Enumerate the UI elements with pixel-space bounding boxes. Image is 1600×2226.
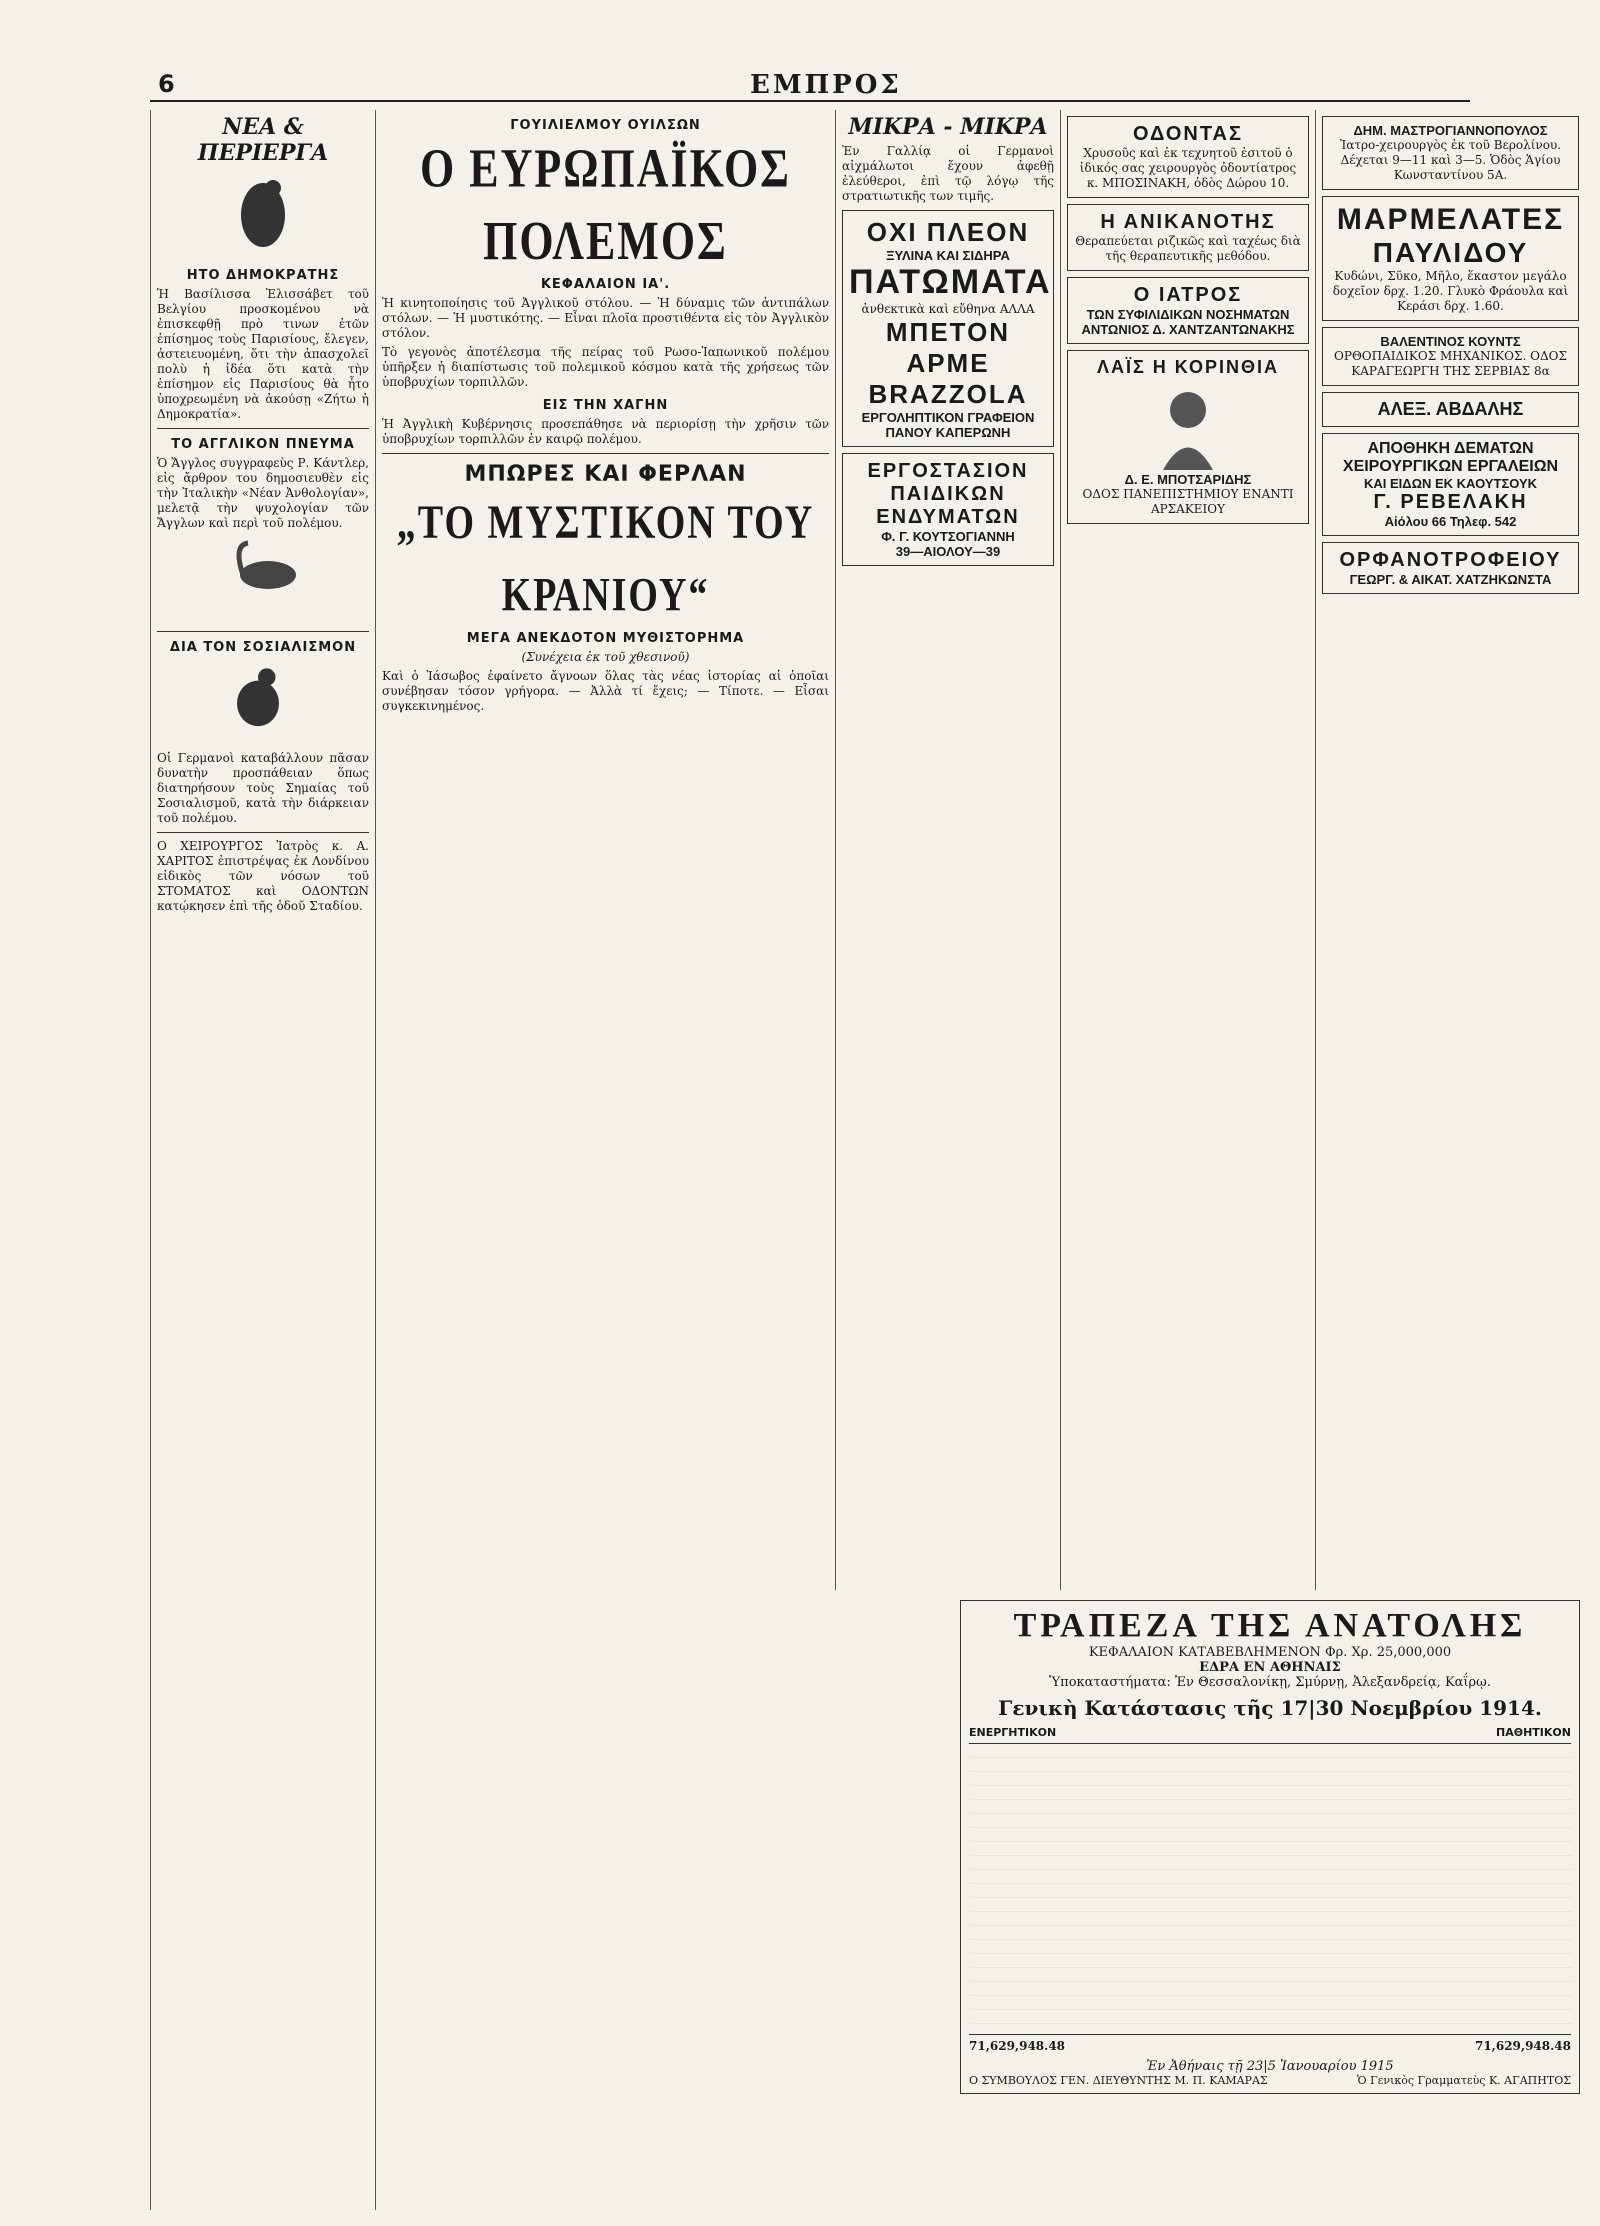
- ad-subheading: ΤΩΝ ΣΥΦΙΛΙΔΙΚΩΝ ΝΟΣΗΜΑΤΩΝ: [1086, 307, 1290, 322]
- serial-authors: ΜΠΩΡΕΣ ΚΑΙ ΦΕΡΛΑΝ: [464, 462, 747, 487]
- ad-name: Γ. ΡΕΒΕΛΑΚΗ: [1373, 491, 1528, 513]
- article-text: Ἡ Βασίλισσα Ἐλισσάβετ τοῦ Βελγίου προσκομένου νὰ ἐπισκεφθῇ πρὸ τινων ἐτῶν ἐπίσημος τοὺς Παρισίους, ἔλεγεν, ἀστειευομένη, ὅτι τὴν ἀπασχολεῖ πολὺ ἡ ἰδέα ὅτι κατὰ τὴν ἐπίσημον εἰς Παρισίους θὰ ἦτο ὑποχρεωμένη νὰ ἀκούσῃ «Ζήτω ἡ Δημοκρατία».: [157, 287, 369, 421]
- column-3: [835, 110, 1060, 1590]
- divider: [157, 428, 369, 429]
- liabilities-label: ΠΑΘΗΤΙΚΟΝ: [1496, 1726, 1571, 1739]
- bird-icon: [223, 170, 303, 260]
- divider: [157, 631, 369, 632]
- clothing-ad: [842, 453, 1054, 566]
- serial-subtitle: ΜΕΓΑ ΑΝΕΚΔΟΤΟΝ ΜΥΘΙΣΤΟΡΗΜΑ: [466, 631, 745, 646]
- ad-name: ΑΝΤΩΝΙΟΣ Δ. ΧΑΝΤΖΑΝΤΩΝΑΚΗΣ: [1081, 322, 1295, 337]
- assets-label: ΕΝΕΡΓΗΤΙΚΟΝ: [969, 1726, 1057, 1739]
- signatures: [969, 2074, 1571, 2087]
- ad-heading: Η ΑΝΙΚΑΝΟΤΗΣ: [1100, 211, 1276, 233]
- statement-header: [969, 1726, 1571, 1739]
- article-text: Τὸ γεγονὸς ἀποτέλεσμα τῆς πείρας τοῦ Ρωσο-Ἰαπωνικοῦ πολέμου ὑπῆρξεν ἡ διαπίστωσις τοῦ πολεμικοῦ κόσμου κατὰ τῆς χρήσεως τῶν ὑποβρυχίων τορπιλλῶν.: [382, 345, 829, 389]
- article-text: Ἡ Ἀγγλικὴ Κυβέρνησις προσεπάθησε νὰ περιορίσῃ τὴν χρῆσιν τῶν ὑποβρυχίων τορπιλλῶν ἐν καιρῷ πολέμου.: [382, 417, 829, 446]
- ad-name: Δ. Ε. ΜΠΟΤΣΑΡΙΔΗΣ: [1124, 472, 1252, 487]
- page-number: 6: [158, 70, 175, 98]
- divider: [382, 453, 829, 454]
- column-4: [1060, 110, 1315, 1590]
- serial-text: Καὶ ὁ Ἰάσωβος ἐφαίνετο ἄγνοων ὅλας τὰς νέας ἱστορίας αἱ ὁποῖαι συνέβησαν τόσον γρήγορα. — Ἀλλὰ τί ἔχεις; — Τίποτε. — Εἶσαι συγκεκινημένος.: [382, 669, 829, 713]
- ad-subheading: ΚΑΙ ΕΙΔΩΝ ΕΚ ΚΑΟΥΤΣΟΥΚ: [1363, 476, 1538, 491]
- section-title: ΗΤΟ ΔΗΜΟΚΡΑΤΗΣ: [186, 268, 340, 283]
- bank-capital: ΚΕΦΑΛΑΙΟΝ ΚΑΤΑΒΕΒΛΗΜΕΝΟΝ Φρ. Χρ. 25,000,000: [1088, 1645, 1452, 1660]
- total-assets: 71,629,948.48: [969, 2039, 1066, 2053]
- doctor-ad: [1322, 116, 1579, 190]
- dentist-ad: [1067, 116, 1309, 198]
- ad-heading: ΟΧΙ ΠΛΕΟΝ: [866, 217, 1030, 247]
- ad-address: Αἰόλου 66 Τηλεφ. 542: [1384, 514, 1517, 529]
- ad-heading: ΑΛΕΞ. ΑΒΔΑΛΗΣ: [1377, 399, 1524, 419]
- author: ΓΟΥΙΛΙΕΛΜΟΥ ΟΥΙΛΣΩΝ: [510, 118, 701, 133]
- divider: [157, 832, 369, 833]
- section-title: ΤΟ ΑΓΓΛΙΚΟΝ ΠΝΕΥΜΑ: [171, 437, 355, 452]
- ad-address: 39—ΑΙΟΛΟΥ—39: [895, 544, 1001, 559]
- ad-heading: ΜΑΡΜΕΛΑΤΕΣ: [1336, 203, 1565, 236]
- ad-subheading: ΓΕΩΡΓ. & ΑΙΚΑΤ. ΧΑΤΖΗΚΩΝΣΤΑ: [1349, 572, 1552, 587]
- statement-place-date: Ἐν Ἀθήναις τῇ 23|5 Ἰανουαρίου 1915: [1146, 2059, 1394, 2074]
- ad-heading: Ο ΙΑΤΡΟΣ: [1133, 284, 1243, 306]
- orphanage-ad: [1322, 542, 1579, 594]
- ad-heading: ΟΔΟΝΤΑΣ: [1132, 123, 1244, 145]
- ad-text: ἀνθεκτικὰ καὶ εὔθηνα ΑΛΛΑ: [861, 302, 1035, 316]
- marmalade-ad: [1322, 196, 1579, 321]
- ad-text: Ἰατρο-χειρουργὸς ἐκ τοῦ Βερολίνου. Δέχεται 9—11 καὶ 3—5. Ὁδὸς Ἁγίου Κωνσταντίνου 5Α.: [1339, 138, 1562, 182]
- ad-heading: ΠΑΥΛΙΔΟΥ: [1372, 237, 1529, 268]
- column-5: [1315, 110, 1585, 1590]
- serial-title: „ΤΟ ΜΥΣΤΙΚΟΝ ΤΟΥ ΚΡΑΝΙΟΥ“: [396, 496, 815, 622]
- statement-totals: [969, 2039, 1571, 2053]
- ad-heading: ΜΠΕΤΟΝ ΑΡΜΕ: [885, 317, 1011, 378]
- portrait-icon: [1148, 380, 1228, 470]
- bank-statement-date: Γενικὴ Κατάστασις τῆς 17|30 Νοεμβρίου 1914.: [998, 1696, 1542, 1720]
- ad-text: ΟΡΘΟΠΑΙΔΙΚΟΣ ΜΗΧΑΝΙΚΟΣ. ΟΔΟΣ ΚΑΡΑΓΕΩΡΓΗ ΤΗΣ ΣΕΡΒΙΑΣ 8α: [1334, 349, 1567, 378]
- chapter: ΚΕΦΑΛΑΙΟΝ ΙΑ'.: [540, 277, 671, 292]
- ad-heading: ΔΗΜ. ΜΑΣΤΡΟΓΙΑΝΝΟΠΟΥΛΟΣ: [1353, 123, 1548, 138]
- ad-text: ΟΔΟΣ ΠΑΝΕΠΙΣΤΗΜΙΟΥ ΕΝΑΝΤΙ ΑΡΣΑΚΕΙΟΥ: [1082, 487, 1294, 516]
- ad-text: Κυδώνι, Σῦκο, Μῆλο, ἕκαστον μεγάλο δοχεῖον δρχ. 1.20. Γλυκὸ Φράουλα καὶ Κεράσι δρχ. 1.60.: [1332, 269, 1569, 313]
- subheading: ΕΙΣ ΤΗΝ ΧΑΓΗΝ: [542, 398, 669, 413]
- ad-heading: ΒΑΛΕΝΤΙΝΟΣ ΚΟΥΝΤΣ: [1380, 334, 1521, 349]
- newspaper-title: ΕΜΠΡΟΣ: [750, 70, 902, 100]
- signature-left: Ο ΣΥΜΒΟΥΛΟΣ ΓΕΝ. ΔΙΕΥΘΥΝΤΗΣ Μ. Π. ΚΑΜΑΡΑΣ: [969, 2074, 1268, 2087]
- section-kicker: ΝΕΑ & ΠΕΡΙΕΡΓΑ: [197, 114, 329, 166]
- lais-ad: [1067, 350, 1309, 524]
- column-1: [150, 110, 375, 2210]
- ad-subheading: Φ. Γ. ΚΟΥΤΣΟΓΙΑΝΝΗ: [881, 529, 1015, 544]
- ad-office: ΕΡΓΟΛΗΠΤΙΚΟΝ ΓΡΑΦΕΙΟΝ ΠΑΝΟΥ ΚΑΠΕΡΩΝΗ: [861, 410, 1035, 440]
- orthopedic-ad: [1322, 327, 1579, 386]
- impotence-ad: [1067, 204, 1309, 271]
- flooring-ad: [842, 210, 1054, 447]
- ad-subheading: ΞΥΛΙΝΑ ΚΑΙ ΣΙΔΗΡΑ: [886, 248, 1010, 263]
- surgical-supplies-ad: [1322, 433, 1579, 536]
- section-kicker: ΜΙΚΡΑ - ΜΙΚΡΑ: [848, 114, 1048, 140]
- signature-right: Ὁ Γενικὸς Γραμματεὺς Κ. ΑΓΑΠΗΤΟΣ: [1357, 2074, 1571, 2087]
- ad-heading: ΛΑΪΣ Η ΚΟΡΙΝΘΙΑ: [1097, 357, 1279, 377]
- column-2: [375, 110, 835, 2210]
- ad-heading: ΕΡΓΟΣΤΑΣΙΟΝ ΠΑΙΔΙΚΩΝ ΕΝΔΥΜΑΤΩΝ: [867, 460, 1029, 528]
- swan-icon: [223, 535, 303, 625]
- ad-text: Χρυσοῦς καὶ ἐκ τεχνητοῦ ἐσιτοῦ ὁ ἰδικός σας χειρουργὸς ὀδοντίατρος κ. ΜΠΟΣΙΝΑΚΗ, ὁδὸς Δώρου 10.: [1079, 146, 1297, 190]
- ad-heading: ΠΑΤΩΜΑΤΑ: [849, 263, 1052, 301]
- abdalis-ad: [1322, 392, 1579, 427]
- serial-continuation: (Συνέχεια ἐκ τοῦ χθεσινοῦ): [521, 650, 690, 664]
- article-summary: Ἡ κινητοποίησις τοῦ Ἀγγλικοῦ στόλου. — Ἡ δύναμις τῶν ἀντιπάλων στόλων. — Ἡ μυστικότης. — Εἶναι πλοῖα προστιθέντα εἰς τὸν Ἀγγλικὸν στόλον.: [382, 296, 829, 340]
- doctor-ad: [1067, 277, 1309, 344]
- statement-table: [969, 1743, 1571, 2035]
- article-text: Ὁ Ἄγγλος συγγραφεὺς Ρ. Κάντλερ, εἰς ἄρθρον του δημοσιευθὲν εἰς τὴν Ἰταλικὴν «Νέαν Ἀνθολογίαν», μελετᾷ τὴν ψυχολογίαν τῶν Ἄγγλων καὶ περὶ τοῦ πολέμου.: [157, 456, 369, 530]
- article-text: Οἱ Γερμανοὶ καταβάλλουν πᾶσαν δυνατὴν προσπάθειαν ὅπως διατηρήσουν τοὺς Σημαίας τοῦ Σοσιαλισμοῦ, κατὰ τὴν διάρκειαν τοῦ πολέμου.: [157, 751, 369, 825]
- masthead: [150, 70, 1470, 102]
- headline: Ο ΕΥΡΩΠΑΪΚΟΣ ΠΟΛΕΜΟΣ: [420, 137, 791, 272]
- classified-ad: Ο ΧΕΙΡΟΥΡΓΟΣ Ἰατρὸς κ. Α. ΧΑΡΙΤΟΣ ἐπιστρέψας ἐκ Λονδίνου εἰδικὸς τῶν νόσων τοῦ ΣΤΟΜΑΤΟΣ καὶ ΟΔΟΝΤΩΝ κατῴκησεν ἐπὶ τῆς ὁδοῦ Σταδίου.: [157, 839, 369, 913]
- section-title: ΔΙΑ ΤΟΝ ΣΟΣΙΑΛΙΣΜΟΝ: [169, 640, 357, 655]
- ad-heading: ΟΡΦΑΝΟΤΡΟΦΕΙΟΥ: [1339, 549, 1562, 571]
- rooster-icon: [223, 659, 303, 749]
- bank-seat: ΕΔΡΑ ΕΝ ΑΘΗΝΑΙΣ: [1199, 1660, 1341, 1675]
- bank-branches: Ὑποκαταστήματα: Ἐν Θεσσαλονίκῃ, Σμύρνῃ, Ἀλεξανδρείᾳ, Καΐρῳ.: [1049, 1675, 1491, 1690]
- bank-title: ΤΡΑΠΕΖΑ ΤΗΣ ΑΝΑΤΟΛΗΣ: [1013, 1607, 1527, 1644]
- bank-statement: [960, 1600, 1580, 2094]
- ad-text: Θεραπεύεται ριζικῶς καὶ ταχέως διὰ τῆς θεραπευτικῆς μεθόδου.: [1075, 234, 1301, 263]
- ad-brand: BRAZZOLA: [868, 379, 1028, 409]
- article-text: Ἐν Γαλλίᾳ οἱ Γερμανοὶ αἰχμάλωτοι ἔχουν ἀφεθῇ ἐλεύθεροι, ἐπὶ τῷ λόγῳ τῆς στρατιωτικῆς των τιμῆς.: [842, 144, 1054, 203]
- ad-heading: ΑΠΟΘΗΚΗ ΔΕΜΑΤΩΝ ΧΕΙΡΟΥΡΓΙΚΩΝ ΕΡΓΑΛΕΙΩΝ: [1342, 440, 1559, 475]
- total-liabilities: 71,629,948.48: [1474, 2039, 1571, 2053]
